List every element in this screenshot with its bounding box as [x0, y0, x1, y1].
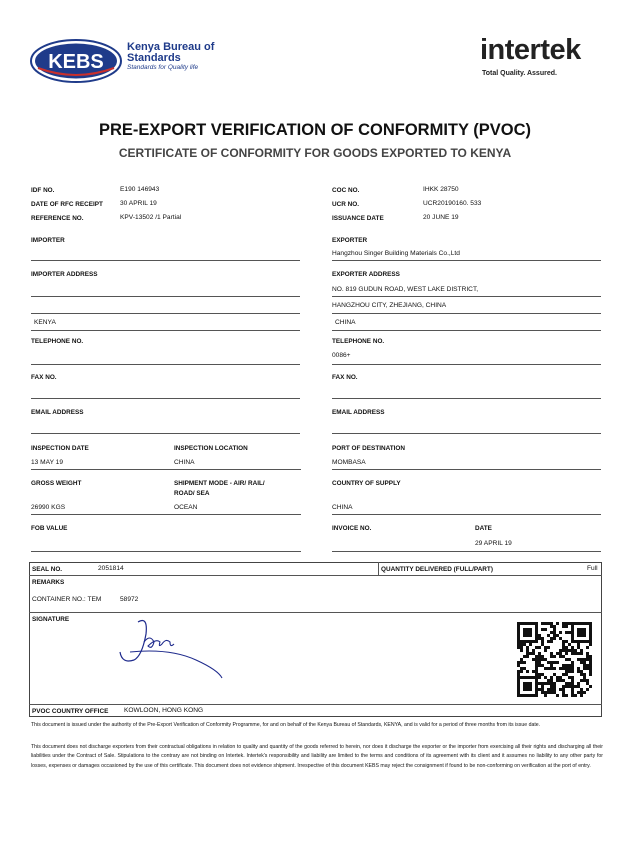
- importer-telephone-label: TELEPHONE NO.: [31, 338, 84, 345]
- divider: [31, 469, 301, 470]
- shipment-mode-value: OCEAN: [174, 504, 198, 511]
- seal-number-label: SEAL NO.: [32, 566, 63, 573]
- coc-label: COC NO.: [332, 187, 360, 194]
- shipment-mode-label-line2: ROAD/ SEA: [174, 490, 210, 497]
- exporter-country: CHINA: [335, 319, 356, 326]
- divider: [332, 330, 601, 331]
- importer-label: IMPORTER: [31, 237, 65, 244]
- shipment-mode-label-line1: SHIPMENT MODE - AIR/ RAIL/: [174, 480, 265, 487]
- issuance-label: ISSUANCE DATE: [332, 215, 384, 222]
- exporter-address-line2: HANGZHOU CITY, ZHEJIANG, CHINA: [332, 302, 447, 309]
- remarks-label: REMARKS: [32, 579, 65, 586]
- divider: [31, 313, 300, 314]
- divider: [29, 575, 602, 576]
- issuance-value: 20 JUNE 19: [423, 214, 459, 221]
- divider: [332, 260, 601, 261]
- importer-fax-label: FAX NO.: [31, 374, 57, 381]
- divider: [31, 433, 300, 434]
- container-value: 58972: [120, 596, 139, 603]
- document-subtitle: CERTIFICATE OF CONFORMITY FOR GOODS EXPORTED TO KENYA: [118, 146, 512, 160]
- kebs-name-line2: Standards: [127, 52, 181, 64]
- rfc-label: DATE OF RFC RECEIPT: [31, 201, 103, 208]
- exporter-telephone: 0086+: [332, 352, 351, 359]
- intertek-logo: intertek: [480, 34, 581, 66]
- divider: [31, 296, 300, 297]
- ucr-value: UCR20190160. 533: [423, 200, 482, 207]
- divider: [332, 313, 601, 314]
- exporter-value: Hangzhou Singer Building Materials Co.,Ltd: [332, 250, 460, 257]
- country-of-supply-label: COUNTRY OF SUPPLY: [332, 480, 401, 487]
- quantity-delivered-label: QUANTITY DELIVERED (FULL/PART): [381, 566, 493, 573]
- divider: [31, 330, 300, 331]
- idf-label: IDF NO.: [31, 187, 55, 194]
- exporter-email-label: EMAIL ADDRESS: [332, 409, 385, 416]
- disclaimer-note: This document does not discharge exporters from their contractual obligations in relation to quality and quantity of the goods referred to herein, nor does it discharge the exporter or the importer from exercising all their rights and discharging all their liabilities under the Contract of Sale. Stipulations to the contrary are not binding on Intertek. Intertek's responsibility and liability are limited to the terms and conditions of its agreement with its client and it assumes no liability to any other party for losses, expenses or damages occasioned by the use of this certificate. This document does not evidence shipment. Irrespective of this document KEBS may reject the consignment if found to be non-conforming on verification at the port of entry.: [31, 744, 603, 769]
- kebs-name-line1: Kenya Bureau of: [127, 41, 215, 53]
- divider: [332, 514, 601, 515]
- container-label: CONTAINER NO.: TEM: [32, 596, 102, 603]
- exporter-label: EXPORTER: [332, 237, 368, 244]
- port-value: MOMBASA: [332, 459, 366, 466]
- kebs-tagline: Standards for Quality life: [127, 64, 199, 71]
- pvoc-office-label: PVOC COUNTRY OFFICE: [32, 708, 109, 715]
- divider: [332, 433, 601, 434]
- ucr-label: UCR NO.: [332, 201, 359, 208]
- importer-address-label: IMPORTER ADDRESS: [31, 271, 98, 278]
- divider: [332, 398, 601, 399]
- divider: [31, 514, 301, 515]
- divider: [332, 551, 601, 552]
- pvoc-office-value: KOWLOON, HONG KONG: [124, 707, 204, 714]
- fob-value-label: FOB VALUE: [31, 525, 68, 532]
- intertek-tagline: Total Quality. Assured.: [482, 70, 557, 77]
- importer-email-label: EMAIL ADDRESS: [31, 409, 84, 416]
- reference-label: REFERENCE NO.: [31, 215, 84, 222]
- gross-weight-label: GROSS WEIGHT: [31, 480, 82, 487]
- inspection-date-value: 13 MAY 19: [31, 459, 64, 466]
- port-label: PORT OF DESTINATION: [332, 445, 406, 452]
- divider: [31, 398, 300, 399]
- divider: [31, 364, 300, 365]
- exporter-fax-label: FAX NO.: [332, 374, 358, 381]
- signature-label: SIGNATURE: [32, 616, 70, 623]
- inspection-location-value: CHINA: [174, 459, 195, 466]
- divider: [29, 704, 602, 705]
- exporter-address-label: EXPORTER ADDRESS: [332, 271, 400, 278]
- exporter-address-line1: NO. 819 GUDUN ROAD, WEST LAKE DISTRICT,: [332, 286, 479, 293]
- divider: [31, 260, 300, 261]
- idf-value: E190 146943: [120, 186, 160, 193]
- quantity-delivered-value: Full: [587, 565, 598, 572]
- reference-value: KPV-13502 /1 Partial: [120, 214, 182, 221]
- inspection-date-label: INSPECTION DATE: [31, 445, 89, 452]
- kebs-logo-text: KEBS: [48, 51, 104, 73]
- seal-number-value: 2051814: [98, 565, 124, 572]
- divider: [332, 296, 601, 297]
- signature-scribble: [100, 612, 230, 682]
- kebs-name: [127, 42, 214, 72]
- document-title: PRE-EXPORT VERIFICATION OF CONFORMITY (PVOC): [98, 121, 532, 139]
- country-of-supply-value: CHINA: [332, 504, 353, 511]
- exporter-telephone-label: TELEPHONE NO.: [332, 338, 385, 345]
- invoice-date-label: DATE: [475, 525, 492, 532]
- qr-code: [517, 622, 592, 697]
- qr-code-graphic: [517, 622, 592, 697]
- divider: [332, 469, 601, 470]
- coc-value: IHKK 28750: [423, 186, 459, 193]
- importer-country: KENYA: [34, 319, 56, 326]
- inspection-location-label: INSPECTION LOCATION: [174, 445, 248, 452]
- rfc-value: 30 APRIL 19: [120, 200, 157, 207]
- kebs-logo: [30, 38, 122, 84]
- divider: [378, 562, 379, 575]
- divider: [332, 364, 601, 365]
- gross-weight-value: 26990 KGS: [31, 504, 66, 511]
- divider: [31, 551, 301, 552]
- invoice-number-label: INVOICE NO.: [332, 525, 372, 532]
- invoice-date-value: 29 APRIL 19: [475, 540, 512, 547]
- validity-note: This document is issued under the authority of the Pre-Export Verification of Conformity Programme, for and on behalf of the Kenya Bureau of Standards, KENYA, and is valid for a period of three months from its issue date.: [31, 722, 541, 728]
